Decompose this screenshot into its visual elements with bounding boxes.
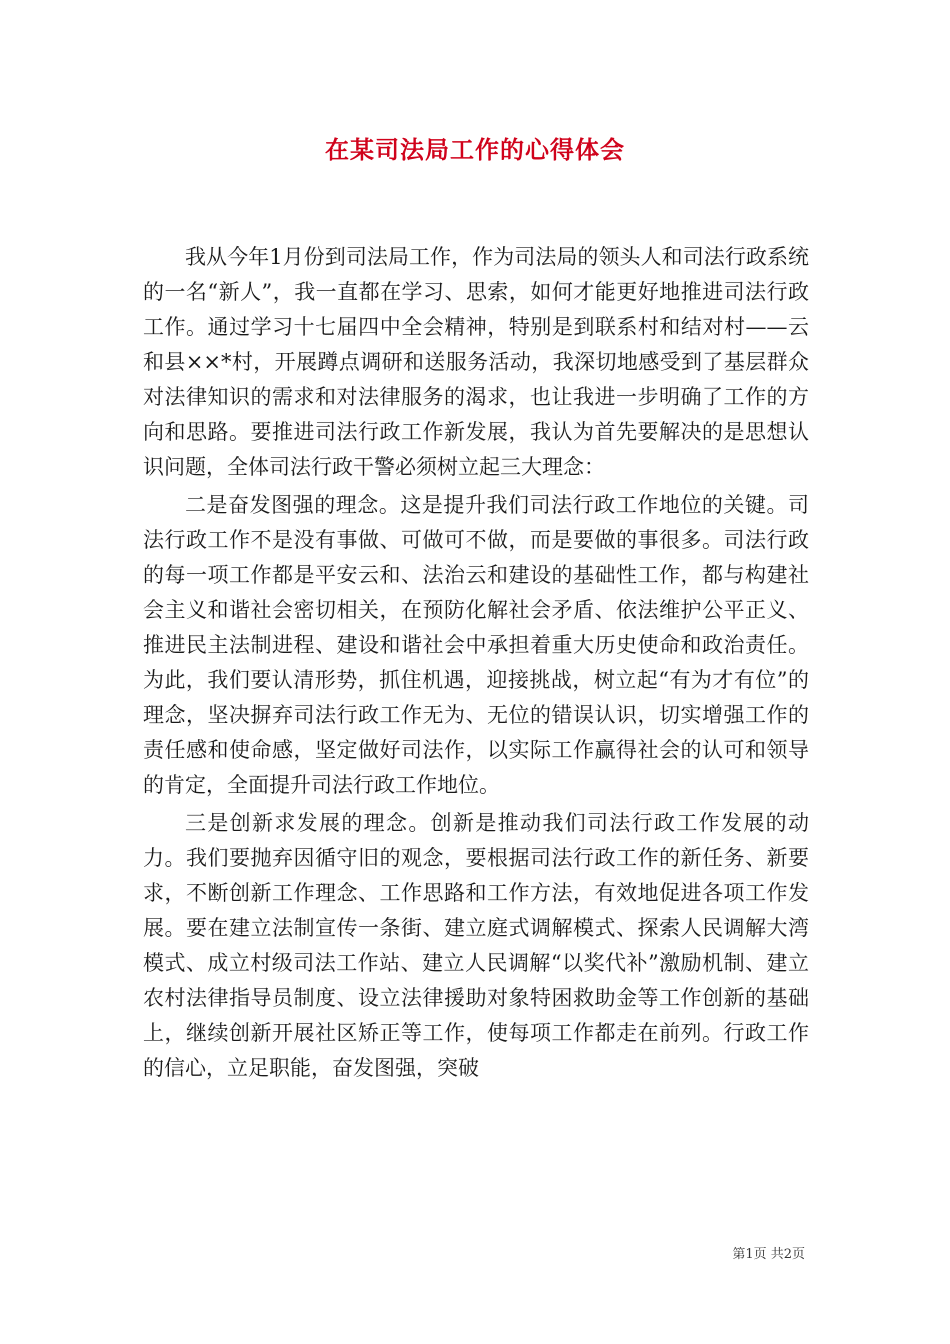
paragraph-intro: 我从今年1月份到司法局工作，作为司法局的领头人和司法行政系统的一名“新人”，我一直都在学习、思索，如何才能更好地推进司法行政工作。通过学习十七届四中全会精神，特别是到联系村和结对村——云和县××*村，开展蹲点调研和送服务活动，我深切地感受到了基层群众对法律知识的需求和对法律服务的渴求，也让我进一步明确了工作的方向和思路。要推进司法行政工作新发展，我认为首先要解决的是思想认识问题，全体司法行政干警必须树立起三大理念：	[143, 245, 809, 479]
page-title: 在某司法局工作的心得体会	[325, 135, 625, 164]
page-number: 第1页 共2页	[732, 1247, 805, 1262]
paragraph-second-concept: 二是奋发图强的理念。这是提升我们司法行政工作地位的关键。司法行政工作不是没有事做、可做可不做，而是要做的事很多。司法行政的每一项工作都是平安云和、法治云和建设的基础性工作，都与构建社会主义和谐社会密切相关，在预防化解社会矛盾、依法维护公平正义、推进民主法制进程、建设和谐社会中承担着重大历史使命和政治责任。为此，我们要认清形势，抓住机遇，迎接挑战，树立起“有为才有位”的理念，坚决摒弃司法行政工作无为、无位的错误认识，切实增强工作的责任感和使命感，坚定做好司法作，以实际工作赢得社会的认可和领导的肯定，全面提升司法行政工作地位。	[143, 493, 809, 797]
document-body	[143, 240, 809, 1089]
paragraph-third-concept: 三是创新求发展的理念。创新是推动我们司法行政工作发展的动力。我们要抛弃因循守旧的观念，要根据司法行政工作的新任务、新要求，不断创新工作理念、工作思路和工作方法，有效地促进各项工作发展。要在建立法制宣传一条街、建立庭式调解模式、探索人民调解大湾模式、成立村级司法工作站、建立人民调解“以奖代补”激励机制、建立农村法律指导员制度、设立法律援助对象特困救助金等工作创新的基础上，继续创新开展社区矫正等工作，使每项工作都走在前列。行政工作的信心，立足职能，奋发图强，突破	[143, 811, 809, 1080]
